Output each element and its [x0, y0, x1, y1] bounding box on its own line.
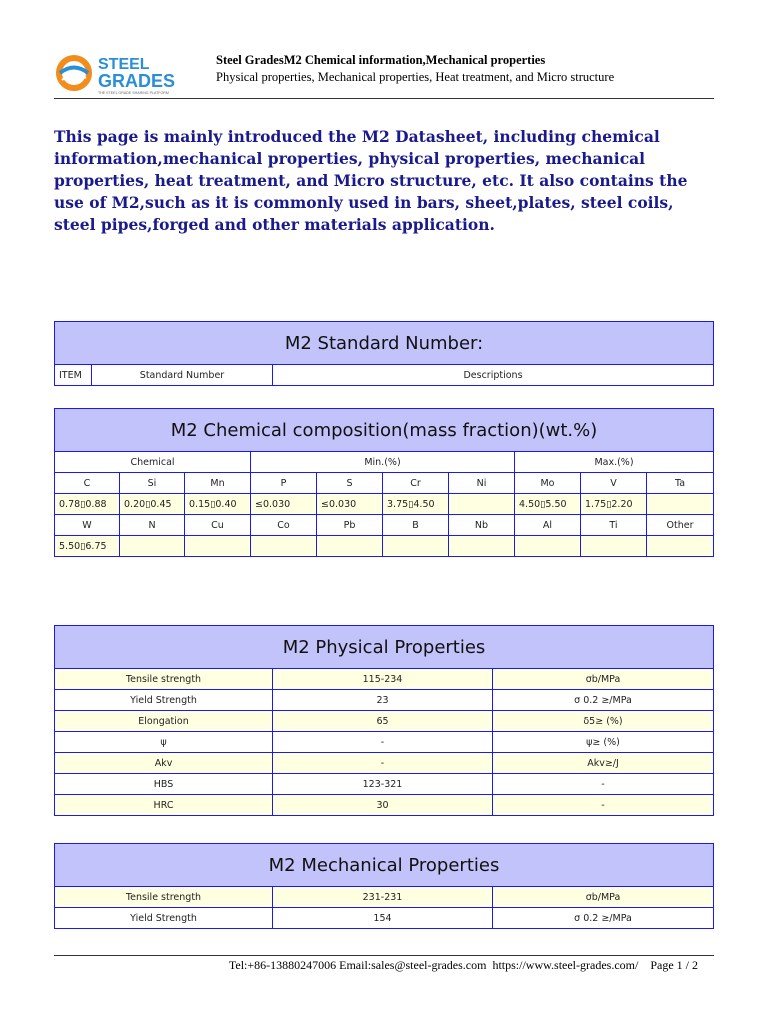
property-unit-cell: σ 0.2 ≥/MPa — [493, 690, 714, 711]
value-cell: 1.75▯2.20 — [581, 494, 647, 515]
table-row — [55, 732, 714, 753]
property-value-cell: 231-231 — [273, 887, 493, 908]
value-cell: ≤0.030 — [317, 494, 383, 515]
element-header-cell: Nb — [449, 515, 515, 536]
table-row — [55, 908, 714, 929]
property-value-cell: 115-234 — [273, 669, 493, 690]
header-title: Steel GradesM2 Chemical information,Mechanical properties — [216, 53, 546, 67]
group-header-chemical: Chemical — [55, 452, 251, 473]
element-header-cell: V — [581, 473, 647, 494]
property-name-cell: ψ — [55, 732, 273, 753]
property-unit-cell: σb/MPa — [493, 887, 714, 908]
element-header-cell: B — [383, 515, 449, 536]
property-value-cell: 65 — [273, 711, 493, 732]
page-number: Page 1 / 2 — [650, 958, 698, 972]
chemical-composition-table — [54, 408, 714, 557]
property-name-cell: Tensile strength — [55, 669, 273, 690]
value-cell: ≤0.030 — [251, 494, 317, 515]
property-name-cell: Yield Strength — [55, 690, 273, 711]
element-header-cell: Mo — [515, 473, 581, 494]
physical-properties-table — [54, 625, 714, 816]
table-title: M2 Chemical composition(mass fraction)(wt.%) — [55, 409, 714, 452]
property-unit-cell: σb/MPa — [493, 669, 714, 690]
table-row — [55, 711, 714, 732]
value-cell — [120, 536, 185, 557]
value-cell — [185, 536, 251, 557]
value-cell — [515, 536, 581, 557]
property-name-cell: HBS — [55, 774, 273, 795]
value-cell — [449, 536, 515, 557]
element-header-cell: Pb — [317, 515, 383, 536]
header-cell: Descriptions — [273, 365, 714, 386]
table-row — [55, 795, 714, 816]
element-header-cell: Ni — [449, 473, 515, 494]
property-unit-cell: Akv≥/J — [493, 753, 714, 774]
element-header-cell: Ti — [581, 515, 647, 536]
page-header — [54, 46, 714, 99]
element-header-cell: N — [120, 515, 185, 536]
property-value-cell: - — [273, 753, 493, 774]
property-unit-cell: ψ≥ (%) — [493, 732, 714, 753]
value-cell — [317, 536, 383, 557]
property-value-cell: 23 — [273, 690, 493, 711]
property-unit-cell: σ 0.2 ≥/MPa — [493, 908, 714, 929]
property-unit-cell: - — [493, 774, 714, 795]
element-header-cell: Ta — [647, 473, 714, 494]
property-name-cell: Elongation — [55, 711, 273, 732]
table-row — [55, 774, 714, 795]
table-row — [55, 753, 714, 774]
value-cell — [449, 494, 515, 515]
value-cell — [647, 536, 714, 557]
footer-contact: Tel:+86-13880247006 Email:sales@steel-grades.com https://www.steel-grades.com/ — [228, 958, 639, 972]
value-cell — [581, 536, 647, 557]
property-value-cell: 30 — [273, 795, 493, 816]
group-header-max: Max.(%) — [515, 452, 714, 473]
table-row — [55, 669, 714, 690]
property-value-cell: 123-321 — [273, 774, 493, 795]
table-row — [55, 690, 714, 711]
svg-text:GRADES: GRADES — [98, 71, 176, 91]
property-name-cell: Tensile strength — [55, 887, 273, 908]
element-header-cell: Si — [120, 473, 185, 494]
element-header-cell: Co — [251, 515, 317, 536]
table-title: M2 Standard Number: — [55, 322, 714, 365]
property-unit-cell: - — [493, 795, 714, 816]
element-header-cell: Cr — [383, 473, 449, 494]
element-header-cell: P — [251, 473, 317, 494]
svg-text:STEEL: STEEL — [98, 56, 150, 73]
svg-text:THE STEEL GRADE SHARING PLATFO: THE STEEL GRADE SHARING PLATFORM — [98, 91, 169, 95]
property-name-cell: HRC — [55, 795, 273, 816]
value-cell — [647, 494, 714, 515]
property-name-cell: Yield Strength — [55, 908, 273, 929]
mechanical-properties-table — [54, 843, 714, 929]
property-value-cell: - — [273, 732, 493, 753]
table-title: M2 Physical Properties — [55, 626, 714, 669]
intro-paragraph: This page is mainly introduced the M2 Datasheet, including chemical information,mechanical properties, physical properties, mechanical properties, heat treatment, and Micro structure, etc. It also contains the use of M2,such as it is commonly used in bars, sheet,plates, steel coils, steel pipes,forged and other materials application. — [54, 127, 688, 234]
value-cell: 5.50▯6.75 — [55, 536, 120, 557]
element-header-cell: Cu — [185, 515, 251, 536]
element-header-cell: C — [55, 473, 120, 494]
value-cell: 0.78▯0.88 — [55, 494, 120, 515]
property-unit-cell: δ5≥ (%) — [493, 711, 714, 732]
group-header-min: Min.(%) — [251, 452, 515, 473]
element-header-cell: Other — [647, 515, 714, 536]
steel-grades-logo — [54, 50, 204, 96]
element-header-cell: S — [317, 473, 383, 494]
element-header-cell: W — [55, 515, 120, 536]
page-footer — [54, 955, 714, 972]
footer-text — [229, 958, 698, 973]
value-cell — [383, 536, 449, 557]
element-header-cell: Al — [515, 515, 581, 536]
value-cell: 4.50▯5.50 — [515, 494, 581, 515]
property-name-cell: Akv — [55, 753, 273, 774]
property-value-cell: 154 — [273, 908, 493, 929]
value-cell — [251, 536, 317, 557]
element-header-cell: Mn — [185, 473, 251, 494]
header-subtitle: Physical properties, Mechanical properties, Heat treatment, and Micro structure — [216, 70, 615, 84]
header-cell: ITEM — [55, 365, 92, 386]
value-cell: 3.75▯4.50 — [383, 494, 449, 515]
table-title: M2 Mechanical Properties — [55, 844, 714, 887]
header-cell: Standard Number — [92, 365, 273, 386]
standard-number-table — [54, 321, 714, 386]
value-cell: 0.20▯0.45 — [120, 494, 185, 515]
table-row — [55, 887, 714, 908]
value-cell: 0.15▯0.40 — [185, 494, 251, 515]
